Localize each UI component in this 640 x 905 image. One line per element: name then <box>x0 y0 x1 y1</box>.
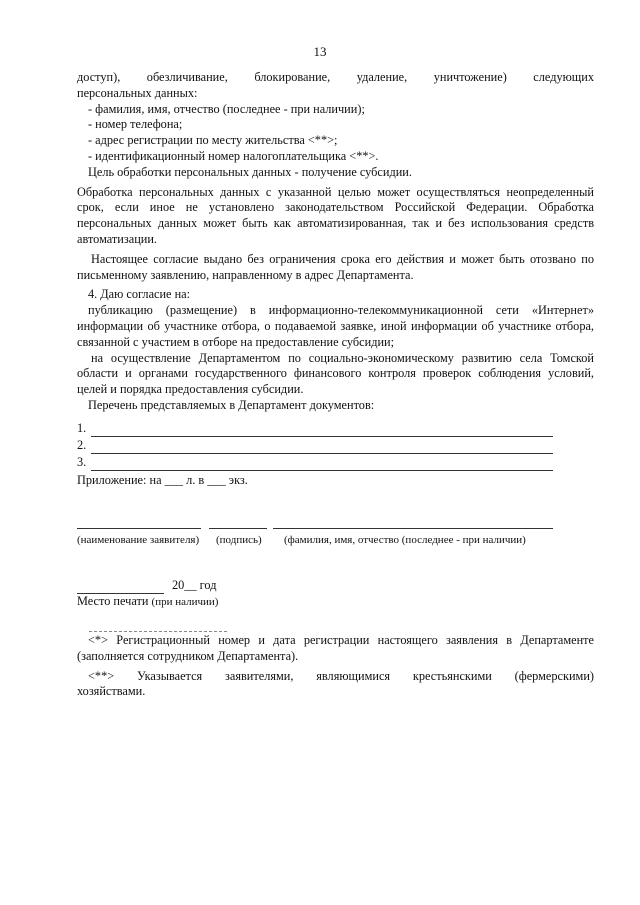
point-4-heading: 4. Даю согласие на: <box>88 287 191 302</box>
document-line-1 <box>77 420 553 437</box>
line-number: 1. <box>77 420 87 435</box>
document-line-3 <box>77 454 553 471</box>
document-body <box>77 70 594 700</box>
personal-data-list <box>77 102 594 165</box>
stamp-label: Место печати <box>77 594 149 609</box>
fio-line <box>273 514 553 529</box>
signature-captions <box>77 533 594 549</box>
signature-caption: (подпись) <box>216 533 262 546</box>
processing-paragraph: Обработка персональных данных с указанной целью может осуществляться неопределенный срок, если иное не установлено законодательством Российской Федерации. Обработка персональных данных может быть как автоматизированная, так и без использования средств автоматизации. <box>77 184 594 246</box>
purpose-paragraph: Цель обработки персональных данных - получение субсидии. <box>88 164 412 179</box>
fill-in-line <box>91 458 553 471</box>
inspection-paragraph: на осуществление Департаментом по социально-экономическому развитию села Томской области и органами государственного финансового контроля проверок соблюдения условий, целей и порядка предоставления субсидии. <box>77 350 594 397</box>
date-row <box>77 578 594 594</box>
stamp-note: (при наличии) <box>151 596 219 609</box>
document-line-2 <box>77 437 553 454</box>
validity-paragraph: Настоящее согласие выдано без ограничения срока его действия и может быть отозвано по письменному заявлению, направленному в адрес Департамента. <box>77 251 594 282</box>
date-year: 20__ год <box>172 578 217 593</box>
footnote-1: <*> Регистрационный номер и дата регистрации настоящего заявления в Департаменте (заполняется сотрудником Департамента). <box>77 632 594 663</box>
applicant-caption: (наименование заявителя) <box>77 533 200 546</box>
documents-list-title: Перечень представляемых в Департамент документов: <box>88 397 375 412</box>
fill-in-line <box>91 424 553 437</box>
paragraph-line: персональных данных: <box>77 85 198 100</box>
signature-line <box>209 514 267 529</box>
applicant-name-line <box>77 514 201 529</box>
footnote-2: <**> Указывается заявителями, являющимися крестьянскими (фермерскими) хозяйствами. <box>77 668 594 699</box>
attachment-line: Приложение: на ___ л. в ___ экз. <box>77 472 248 487</box>
page-number: 13 <box>313 44 327 59</box>
list-item: - адрес регистрации по месту жительства <**>; <box>88 133 338 148</box>
list-item: - идентификационный номер налогоплательщика <**>. <box>88 148 379 163</box>
line-number: 2. <box>77 437 87 452</box>
fio-caption: (фамилия, имя, отчество (последнее - при наличии) <box>284 533 526 546</box>
publication-paragraph: публикацию (размещение) в информационно-телекоммуникационной сети «Интернет» информации об участнике отбора, о подаваемой заявке, иной информации об участнике отбора, связанной с участием в отборе на предоставление субсидии; <box>77 303 594 349</box>
list-item: - фамилия, имя, отчество (последнее - при наличии); <box>88 101 365 116</box>
line-number: 3. <box>77 454 87 469</box>
stamp-place <box>77 594 594 611</box>
fill-in-line <box>91 441 553 454</box>
list-item: - номер телефона; <box>88 117 183 132</box>
date-line <box>77 579 164 594</box>
signature-row <box>77 513 594 529</box>
paragraph-line: доступ), обезличивание, блокирование, удаление, уничтожение) следующих <box>77 70 594 84</box>
